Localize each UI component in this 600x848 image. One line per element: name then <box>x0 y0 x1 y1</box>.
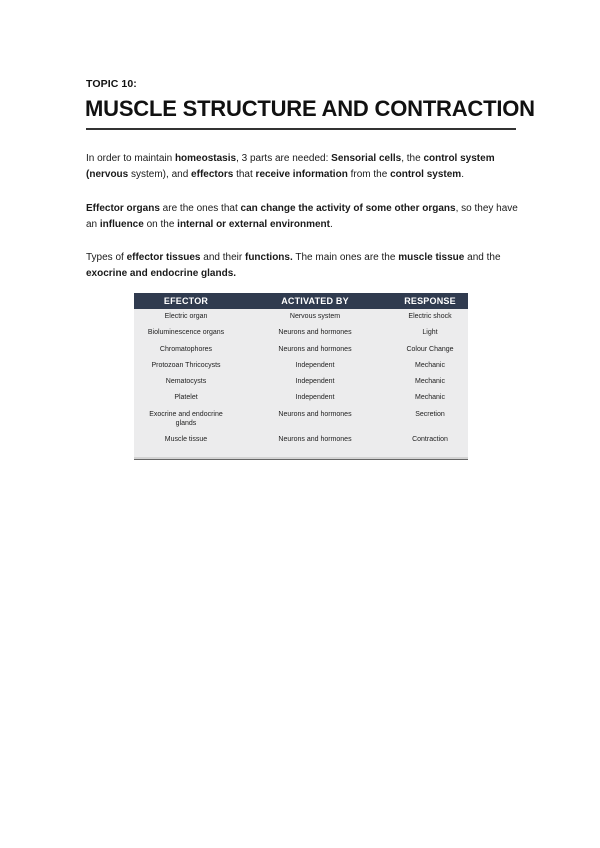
effector-table <box>134 293 468 460</box>
paragraph-effector-organs <box>86 201 518 233</box>
bold-text: functions. <box>244 252 293 263</box>
table-row <box>134 435 468 444</box>
page-title: MUSCLE STRUCTURE AND CONTRACTION <box>85 96 535 121</box>
paragraph-homeostasis <box>86 151 518 183</box>
text: and their <box>200 252 245 263</box>
header-response: RESPONSE <box>404 296 456 306</box>
bold-text: exocrine and endocrine glands. <box>86 268 237 279</box>
bold-text: Sensorial cells <box>331 153 402 164</box>
cell-activated-by: Neurons and hormones <box>278 345 352 353</box>
cell-response: Light <box>422 329 438 337</box>
bold-text: influence <box>99 219 144 230</box>
cell-activated-by: Nervous system <box>289 313 341 320</box>
cell-effector: Muscle tissue <box>164 436 208 444</box>
table-row <box>134 410 468 428</box>
paragraph-effector-tissues <box>86 250 518 282</box>
cell-response: Colour Change <box>406 345 454 353</box>
table-body <box>134 309 468 444</box>
cell-response: Contraction <box>412 436 448 444</box>
cell-effector: Bioluminescence organs <box>147 329 225 337</box>
table-row <box>134 361 468 370</box>
table-row <box>134 328 468 337</box>
bold-text: control system <box>423 153 495 164</box>
text: from the <box>347 169 391 180</box>
bold-text: effectors <box>191 169 234 180</box>
cell-effector: Exocrine and endocrine glands <box>149 410 223 427</box>
text: are the ones that <box>159 203 241 214</box>
text: . <box>461 169 464 180</box>
header-effector: EFECTOR <box>163 296 209 306</box>
header-activated-by: ACTIVATED BY <box>281 296 349 306</box>
cell-response: Mechanic <box>415 378 445 386</box>
text: In order to maintain <box>86 153 175 164</box>
cell-response: Electric shock <box>408 313 452 320</box>
cell-effector: Electric organ <box>164 313 208 320</box>
table-row <box>134 393 468 402</box>
cell-response: Mechanic <box>415 394 445 402</box>
cell-effector: Chromatophores <box>159 345 213 353</box>
table-row <box>134 312 468 321</box>
bold-text: Effector organs <box>86 203 160 214</box>
text: , 3 parts are needed: <box>236 153 332 164</box>
text: that <box>233 169 256 180</box>
cell-activated-by: Neurons and hormones <box>278 329 352 337</box>
table-header <box>134 293 468 309</box>
text: The main ones are the <box>292 252 399 263</box>
bold-text: internal or external environment <box>177 219 330 230</box>
text: on the <box>143 219 178 230</box>
cell-effector: Nematocysts <box>165 378 207 386</box>
cell-response: Secretion <box>415 410 445 418</box>
bold-text: (nervous <box>86 169 129 180</box>
cell-effector: Protozoan Thricocysts <box>151 361 221 369</box>
cell-activated-by: Independent <box>295 361 335 369</box>
bold-text: effector tissues <box>126 252 201 263</box>
topic-label: TOPIC 10: <box>86 78 137 90</box>
title-divider <box>86 128 516 130</box>
cell-activated-by: Neurons and hormones <box>278 410 352 418</box>
cell-activated-by: Independent <box>295 394 335 402</box>
text: , the <box>401 153 424 164</box>
cell-effector: Platelet <box>174 394 198 402</box>
bold-text: receive information <box>255 169 348 180</box>
cell-activated-by: Neurons and hormones <box>278 436 352 444</box>
text: and the <box>464 252 501 263</box>
bold-text: control system <box>390 169 462 180</box>
bold-text: homeostasis <box>174 153 237 164</box>
bold-text: can change the activity of some other organs <box>240 203 456 214</box>
cell-activated-by: Independent <box>295 378 335 386</box>
cell-response: Mechanic <box>415 361 445 369</box>
text: . <box>330 219 333 230</box>
text: , so they have an <box>86 203 518 230</box>
table-row <box>134 345 468 354</box>
text: system), and <box>128 169 192 180</box>
bold-text: muscle tissue <box>398 252 465 263</box>
table-row <box>134 377 468 386</box>
text: Types of <box>86 252 127 263</box>
